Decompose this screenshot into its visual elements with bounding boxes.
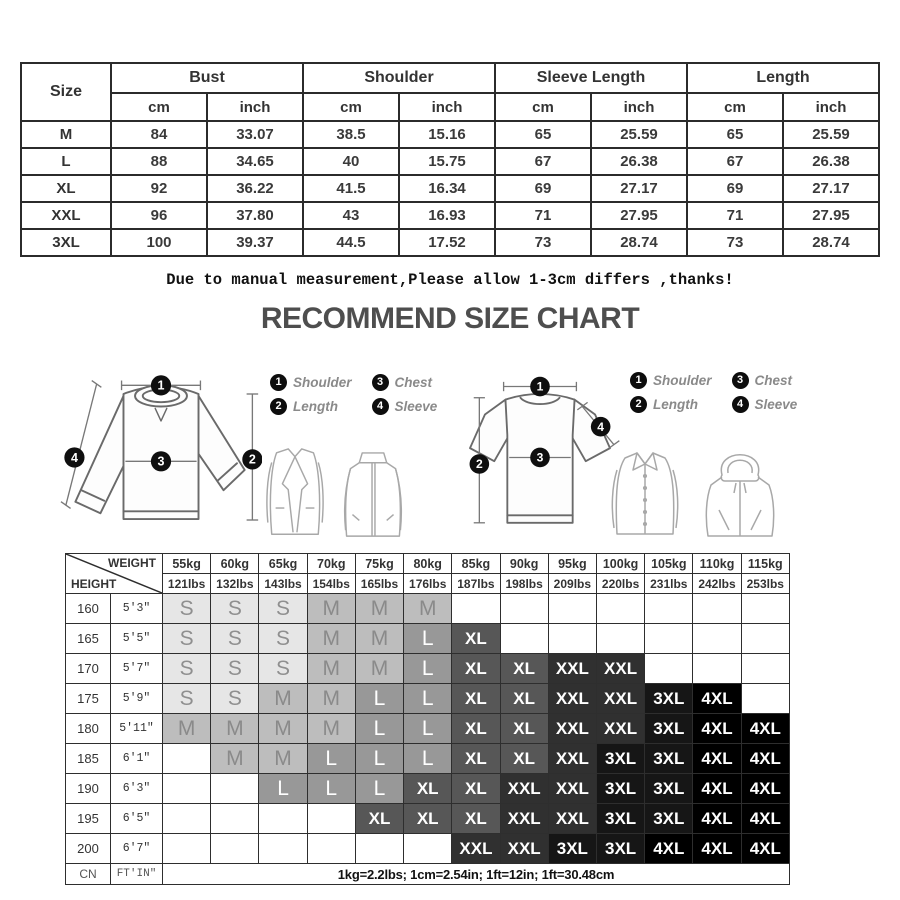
size-cell-S: S [211,684,259,714]
size-cell-M: M [163,714,211,744]
size-cell-XL: XL [500,714,548,744]
size-cell-empty [163,804,211,834]
size-cell-XL: XL [355,804,403,834]
matrix-row-180 [66,714,790,744]
height-ftin-label: 6'1" [111,744,163,774]
measurement-value: 16.34 [399,175,495,202]
size-label: M [21,121,111,148]
matrix-row-170 [66,654,790,684]
height-axis-label: HEIGHT [71,577,117,591]
unit-header-cm: cm [495,93,591,121]
size-cell-XL: XL [404,804,452,834]
height-cm-label: 180 [66,714,111,744]
height-ftin-label: 5'5" [111,624,163,654]
size-cell-3XL: 3XL [596,774,644,804]
weight-lbs-header: 220lbs [596,574,644,594]
measurement-value: 44.5 [303,229,399,256]
weight-lbs-header: 132lbs [211,574,259,594]
size-label: XXL [21,202,111,229]
legend-label-chest: Chest [394,375,433,390]
size-cell-XL: XL [404,774,452,804]
measure-badge-sleeve [591,417,611,437]
svg-text:2: 2 [475,457,483,472]
measurement-value: 92 [111,175,207,202]
size-cell-empty [163,774,211,804]
measurement-value: 84 [111,121,207,148]
size-recommendation-matrix [65,553,790,885]
weight-lbs-header: 253lbs [741,574,789,594]
legend-number-badge: 2 [270,398,287,415]
legend-label-sleeve: Sleeve [754,397,798,412]
svg-text:1: 1 [536,379,544,394]
weight-lbs-header: 209lbs [548,574,596,594]
size-cell-L: L [355,744,403,774]
size-cell-XXL: XXL [548,714,596,744]
size-cell-L: L [404,624,452,654]
size-cell-empty [211,834,259,864]
size-cell-4XL: 4XL [741,744,789,774]
size-cell-S: S [211,624,259,654]
size-cell-empty [741,684,789,714]
size-cell-3XL: 3XL [645,684,693,714]
size-cell-XL: XL [500,654,548,684]
matrix-row-175 [66,684,790,714]
unit-header-inch: inch [207,93,303,121]
size-cell-M: M [307,654,355,684]
measure-badge-chest [530,448,550,468]
measure-badge-sleeve [64,447,84,467]
cn-unit-label: CN [66,864,111,885]
measure-legend-left [270,374,437,415]
size-cell-empty [645,624,693,654]
blazer-icon [263,446,327,540]
spec-row-3XL [21,229,879,256]
size-cell-XL: XL [452,684,500,714]
measurement-value: 33.07 [207,121,303,148]
size-cell-S: S [163,624,211,654]
measurement-value: 37.80 [207,202,303,229]
measurement-value: 88 [111,148,207,175]
legend-label-chest: Chest [754,373,793,388]
svg-text:4: 4 [597,419,605,434]
height-cm-label: 200 [66,834,111,864]
spec-row-XL [21,175,879,202]
legend-label-sleeve: Sleeve [394,399,438,414]
weight-lbs-header: 242lbs [693,574,741,594]
size-cell-empty [693,594,741,624]
unit-header-cm: cm [303,93,399,121]
size-cell-L: L [404,744,452,774]
size-cell-L: L [355,774,403,804]
legend-item-sleeve [372,398,438,415]
size-cell-M: M [355,654,403,684]
legend-number-badge: 4 [372,398,389,415]
button-shirt-icon [603,450,695,540]
measure-badge-chest [151,451,171,471]
size-cell-S: S [211,594,259,624]
measurement-value: 38.5 [303,121,399,148]
size-cell-XXL: XXL [452,834,500,864]
weight-lbs-header: 198lbs [500,574,548,594]
size-cell-empty [500,594,548,624]
size-cell-L: L [404,684,452,714]
size-cell-empty [645,654,693,684]
size-column-header: Size [21,63,111,121]
svg-text:4: 4 [70,450,78,465]
size-cell-3XL: 3XL [548,834,596,864]
weight-kg-header: 100kg [596,554,644,574]
height-ftin-label: 6'7" [111,834,163,864]
measurement-value: 28.74 [783,229,879,256]
size-label: XL [21,175,111,202]
height-ftin-label: 5'3" [111,594,163,624]
weight-kg-header: 60kg [211,554,259,574]
legend-number-badge: 1 [270,374,287,391]
measure-badge-length [242,449,262,469]
measurement-value: 41.5 [303,175,399,202]
size-cell-3XL: 3XL [596,834,644,864]
measurement-value: 67 [687,148,783,175]
measurement-value: 27.17 [783,175,879,202]
size-cell-empty [211,774,259,804]
size-cell-XXL: XXL [548,774,596,804]
measurement-value: 36.22 [207,175,303,202]
size-cell-XXL: XXL [596,684,644,714]
size-cell-XXL: XXL [596,654,644,684]
size-cell-M: M [211,714,259,744]
legend-number-badge: 3 [372,374,389,391]
weight-kg-header: 70kg [307,554,355,574]
size-cell-M: M [259,744,307,774]
weight-kg-header: 55kg [163,554,211,574]
measure-legend-right [630,372,797,413]
spec-row-XXL [21,202,879,229]
height-cm-label: 190 [66,774,111,804]
size-cell-XXL: XXL [500,834,548,864]
svg-text:3: 3 [157,454,165,469]
size-cell-M: M [259,714,307,744]
weight-axis-label: WEIGHT [108,556,156,570]
unit-header-row [21,93,879,121]
height-cm-label: 185 [66,744,111,774]
weight-kg-header: 90kg [500,554,548,574]
measurement-value: 28.74 [591,229,687,256]
size-cell-S: S [259,594,307,624]
measurement-value: 71 [687,202,783,229]
measurement-value: 34.65 [207,148,303,175]
size-cell-M: M [307,624,355,654]
weight-kg-header: 95kg [548,554,596,574]
unit-header-inch: inch [399,93,495,121]
size-cell-empty [163,744,211,774]
group-header-row [21,63,879,93]
matrix-row-160 [66,594,790,624]
unit-header-inch: inch [783,93,879,121]
column-group-shoulder: Shoulder [303,63,495,93]
size-cell-4XL: 4XL [693,834,741,864]
weight-kg-header: 75kg [355,554,403,574]
ftin-unit-label: FT'IN" [111,864,163,885]
weight-lbs-row [66,574,790,594]
size-cell-empty [355,834,403,864]
weight-kg-header: 110kg [693,554,741,574]
height-cm-label: 175 [66,684,111,714]
tee-left-sleeve [470,400,509,462]
sweatshirt-diagram [60,372,262,542]
measurement-value: 17.52 [399,229,495,256]
weight-kg-row [66,554,790,574]
size-cell-S: S [259,654,307,684]
height-cm-label: 160 [66,594,111,624]
size-cell-L: L [355,684,403,714]
column-group-bust: Bust [111,63,303,93]
measurement-value: 25.59 [591,121,687,148]
legend-item-length [270,398,352,415]
measurement-value: 15.75 [399,148,495,175]
legend-label-shoulder: Shoulder [293,375,352,390]
size-cell-empty [645,594,693,624]
size-cell-XXL: XXL [500,804,548,834]
unit-header-inch: inch [591,93,687,121]
legend-item-chest [372,374,438,391]
svg-text:3: 3 [536,450,544,465]
size-cell-XL: XL [452,714,500,744]
size-cell-empty [741,594,789,624]
size-cell-XL: XL [452,804,500,834]
conversion-note: 1kg=2.2lbs; 1cm=2.54in; 1ft=12in; 1ft=30.48cm [163,864,790,885]
size-cell-empty [211,804,259,834]
measurement-value: 69 [495,175,591,202]
matrix-row-195 [66,804,790,834]
size-cell-XL: XL [452,774,500,804]
measurement-value: 100 [111,229,207,256]
size-cell-XXL: XXL [548,804,596,834]
size-cell-empty [548,594,596,624]
weight-lbs-header: 187lbs [452,574,500,594]
spec-row-L [21,148,879,175]
recommend-size-chart-title: RECOMMEND SIZE CHART [260,302,640,335]
measurement-value: 71 [495,202,591,229]
measure-badge-shoulder [151,375,171,395]
spec-row-M [21,121,879,148]
measurement-value: 26.38 [783,148,879,175]
size-cell-S: S [163,654,211,684]
size-cell-XXL: XXL [548,684,596,714]
column-group-sleeve-length: Sleeve Length [495,63,687,93]
size-cell-XL: XL [500,744,548,774]
legend-label-length: Length [293,399,338,414]
size-cell-empty [596,624,644,654]
weight-lbs-header: 121lbs [163,574,211,594]
measurement-value: 73 [687,229,783,256]
size-cell-4XL: 4XL [693,804,741,834]
legend-number-badge: 1 [630,372,647,389]
weight-kg-header: 105kg [645,554,693,574]
legend-item-shoulder [270,374,352,391]
legend-item-shoulder [630,372,712,389]
svg-text:1: 1 [157,378,165,393]
size-cell-empty [452,594,500,624]
measurement-value: 43 [303,202,399,229]
size-cell-4XL: 4XL [741,834,789,864]
size-cell-L: L [259,774,307,804]
size-cell-M: M [355,624,403,654]
measurement-value: 67 [495,148,591,175]
size-label: 3XL [21,229,111,256]
size-cell-empty [307,834,355,864]
legend-number-badge: 2 [630,396,647,413]
size-cell-M: M [211,744,259,774]
size-cell-empty [741,624,789,654]
size-cell-XXL: XXL [548,744,596,774]
size-cell-L: L [307,774,355,804]
measurement-value: 16.93 [399,202,495,229]
matrix-row-165 [66,624,790,654]
size-cell-4XL: 4XL [741,774,789,804]
measurement-table [20,62,880,257]
matrix-row-190 [66,774,790,804]
size-cell-4XL: 4XL [693,744,741,774]
size-cell-4XL: 4XL [693,774,741,804]
legend-number-badge: 4 [732,396,749,413]
height-cm-label: 165 [66,624,111,654]
size-cell-XXL: XXL [596,714,644,744]
measure-badge-length [470,454,490,474]
legend-label-length: Length [653,397,698,412]
size-cell-M: M [404,594,452,624]
size-cell-4XL: 4XL [741,714,789,744]
size-cell-empty [307,804,355,834]
svg-text:2: 2 [248,452,256,467]
size-cell-S: S [163,594,211,624]
unit-conversion-row [66,864,790,885]
weight-lbs-header: 143lbs [259,574,307,594]
size-cell-empty [163,834,211,864]
legend-number-badge: 3 [732,372,749,389]
height-ftin-label: 5'11" [111,714,163,744]
legend-label-shoulder: Shoulder [653,373,712,388]
size-cell-XL: XL [500,684,548,714]
size-cell-L: L [355,714,403,744]
size-cell-M: M [307,684,355,714]
height-cm-label: 195 [66,804,111,834]
measurement-value: 65 [687,121,783,148]
column-group-length: Length [687,63,879,93]
garment-diagram-section [0,360,900,552]
size-cell-L: L [404,714,452,744]
legend-item-chest [732,372,798,389]
jacket-icon [337,450,409,540]
size-cell-empty [548,624,596,654]
weight-kg-header: 85kg [452,554,500,574]
measurement-value: 39.37 [207,229,303,256]
size-cell-empty [693,654,741,684]
size-cell-4XL: 4XL [693,684,741,714]
matrix-row-185 [66,744,790,774]
measurement-value: 27.95 [591,202,687,229]
measurement-value: 96 [111,202,207,229]
size-cell-S: S [259,624,307,654]
measure-badge-shoulder [530,377,550,397]
matrix-row-200 [66,834,790,864]
unit-header-cm: cm [687,93,783,121]
weight-kg-header: 80kg [404,554,452,574]
height-ftin-label: 6'3" [111,774,163,804]
size-cell-XXL: XXL [548,654,596,684]
measurement-value: 69 [687,175,783,202]
measurement-value: 73 [495,229,591,256]
weight-kg-header: 115kg [741,554,789,574]
size-cell-empty [741,654,789,684]
measurement-value: 65 [495,121,591,148]
size-cell-empty [259,804,307,834]
size-cell-M: M [307,714,355,744]
size-cell-4XL: 4XL [645,834,693,864]
size-cell-4XL: 4XL [741,804,789,834]
size-cell-XL: XL [452,654,500,684]
size-cell-3XL: 3XL [596,744,644,774]
hoodie-icon [700,440,780,540]
weight-lbs-header: 165lbs [355,574,403,594]
height-ftin-label: 6'5" [111,804,163,834]
legend-item-length [630,396,712,413]
measurement-value: 26.38 [591,148,687,175]
size-cell-S: S [163,684,211,714]
size-cell-S: S [211,654,259,684]
size-cell-empty [500,624,548,654]
weight-lbs-header: 154lbs [307,574,355,594]
matrix-corner-cell [66,554,163,594]
size-cell-3XL: 3XL [596,804,644,834]
weight-lbs-header: 176lbs [404,574,452,594]
size-cell-M: M [355,594,403,624]
size-cell-empty [596,594,644,624]
size-cell-4XL: 4XL [693,714,741,744]
size-cell-empty [693,624,741,654]
size-cell-3XL: 3XL [645,804,693,834]
height-cm-label: 170 [66,654,111,684]
size-cell-3XL: 3XL [645,714,693,744]
height-ftin-label: 5'7" [111,654,163,684]
size-cell-empty [404,834,452,864]
size-cell-3XL: 3XL [645,744,693,774]
size-cell-empty [259,834,307,864]
size-label: L [21,148,111,175]
legend-item-sleeve [732,396,798,413]
size-cell-XL: XL [452,744,500,774]
unit-header-cm: cm [111,93,207,121]
height-ftin-label: 5'9" [111,684,163,714]
size-cell-XXL: XXL [500,774,548,804]
measurement-value: 15.16 [399,121,495,148]
size-cell-3XL: 3XL [645,774,693,804]
measurement-value: 25.59 [783,121,879,148]
size-cell-M: M [307,594,355,624]
weight-kg-header: 65kg [259,554,307,574]
size-cell-L: L [307,744,355,774]
size-cell-XL: XL [452,624,500,654]
measurement-value: 40 [303,148,399,175]
size-cell-L: L [404,654,452,684]
measurement-note: Due to manual measurement,Please allow 1-3cm differs ,thanks! [166,271,734,289]
measurement-value: 27.95 [783,202,879,229]
size-cell-M: M [259,684,307,714]
weight-lbs-header: 231lbs [645,574,693,594]
measurement-value: 27.17 [591,175,687,202]
